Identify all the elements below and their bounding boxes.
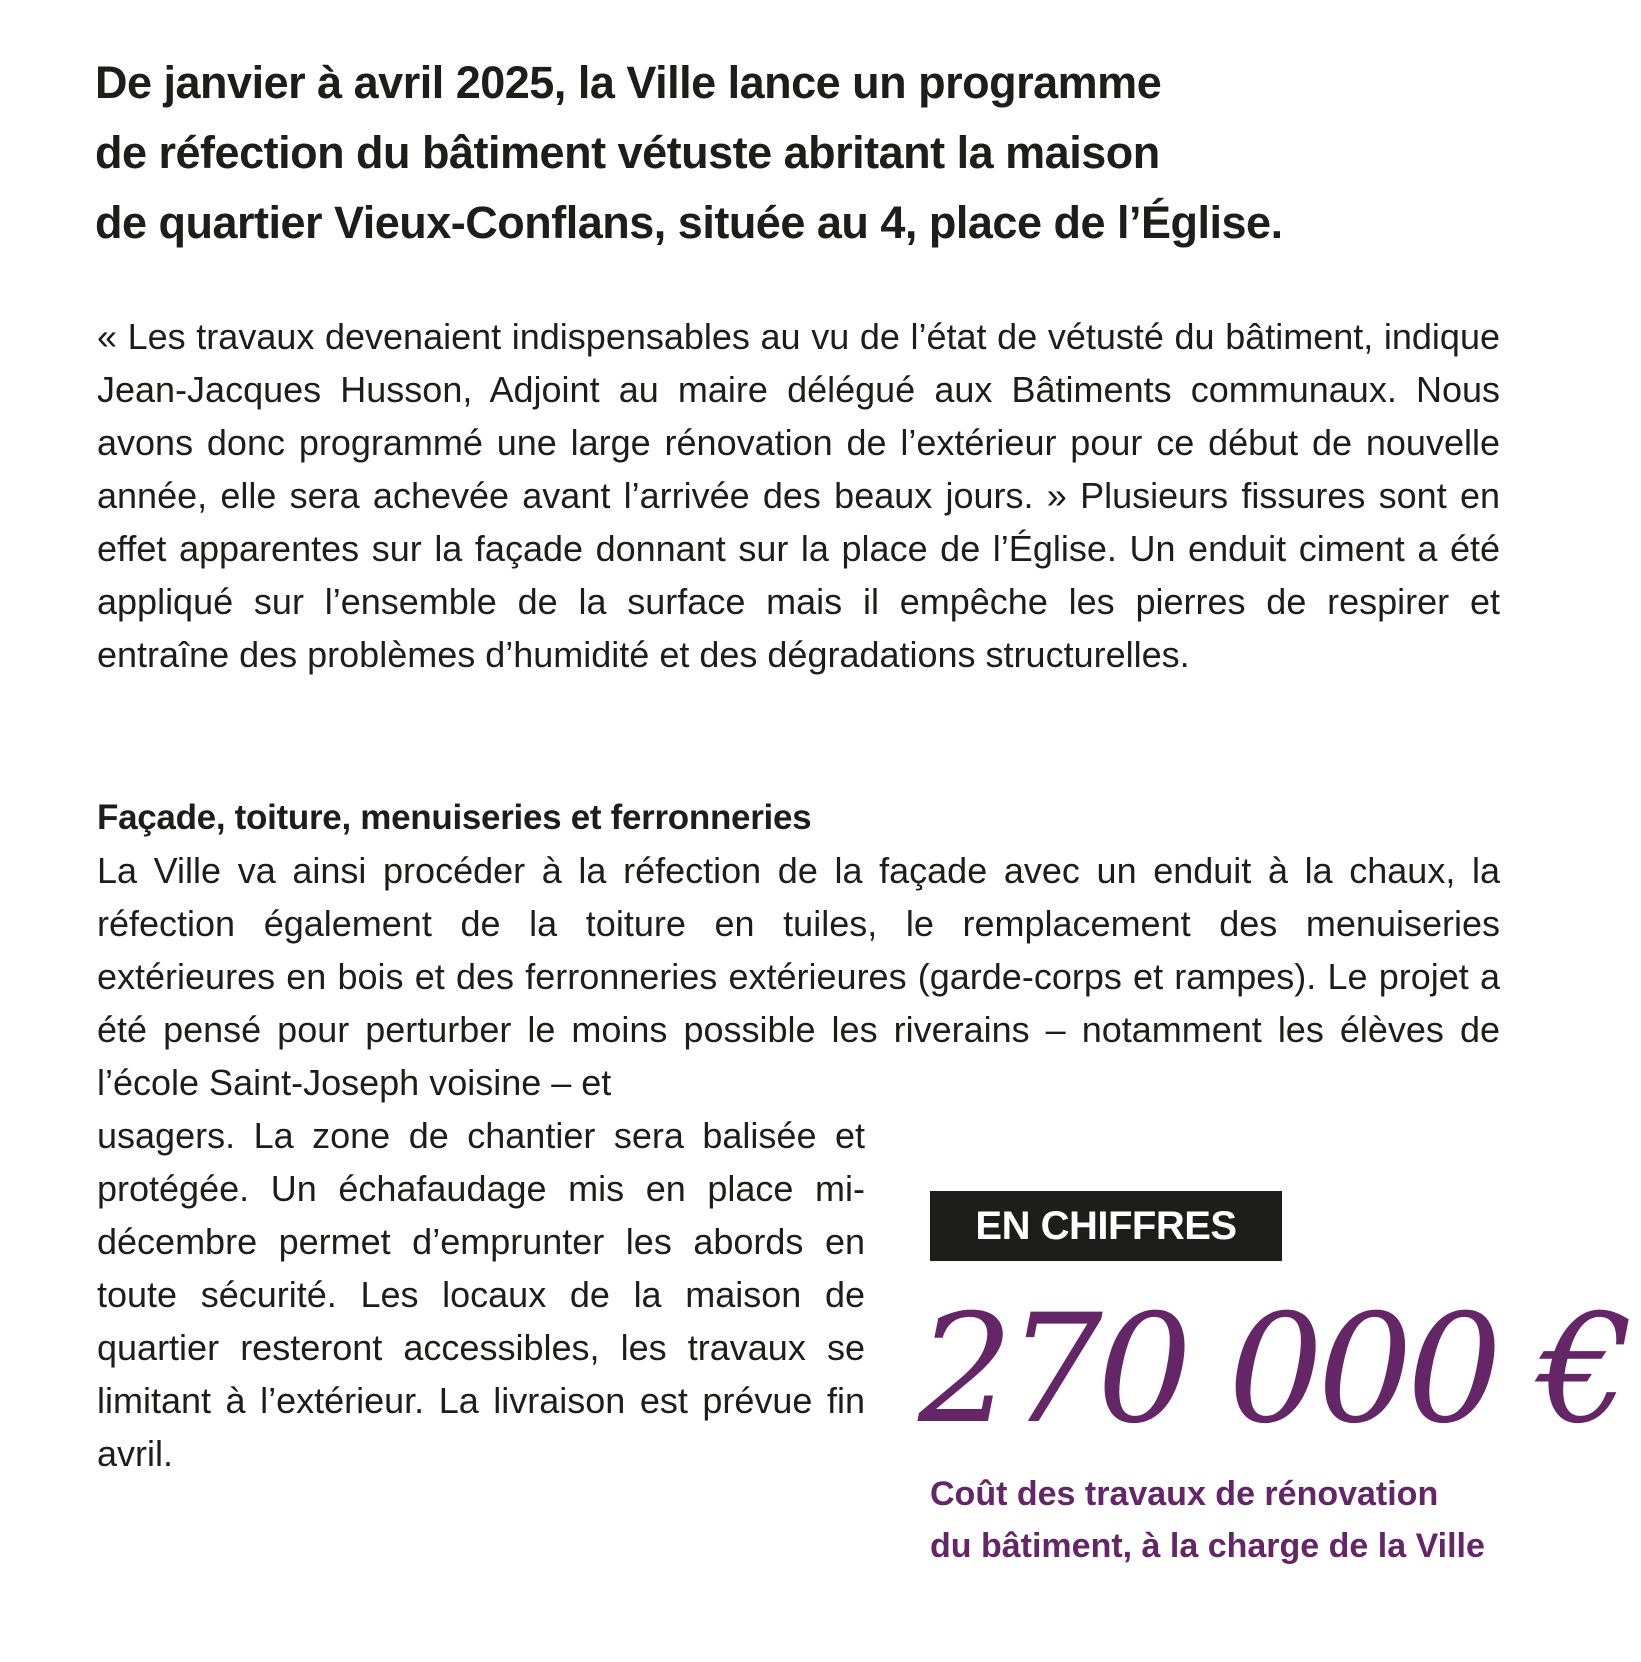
section-paragraph-part-2: usagers. La zone de chantier sera balisée et protégée. Un échafaudage mis en place mi-décembre permet d’emprunter les abords en toute sécurité. Les locaux de la maison de quartier resteront accessibles, les travaux se limitant à l’extérieur. La livraison est prévue fin avril. <box>97 1115 865 1474</box>
cost-amount: 270 000 € <box>918 1283 1628 1457</box>
lead-line-2: de réfection du bâtiment vétuste abritant la maison <box>95 127 1160 178</box>
cost-caption-line-1: Coût des travaux de rénovation <box>930 1475 1439 1513</box>
section-paragraph-part-1: La Ville va ainsi procéder à la réfection de la façade avec un enduit à la chaux, la réfection également de la toiture en tuiles, le remplacement des menuiseries extérieures en bois et des ferronneries extérieures (garde-corps et rampes). Le projet a été pensé pour perturber le moins possible les riverains – notamment les élèves de l’école Saint-Joseph voisine – et <box>97 850 1500 1103</box>
lead-line-3: de quartier Vieux-Conflans, située au 4, place de l’Église. <box>95 197 1283 248</box>
intro-paragraph: « Les travaux devenaient indispensables au vu de l’état de vétusté du bâtiment, indique Jean-Jacques Husson, Adjoint au maire délégué aux Bâtiments communaux. Nous avons donc programmé une large rénovation de l’extérieur pour ce début de nouvelle année, elle sera achevée avant l’arrivée des beaux jours. » Plusieurs fissures sont en effet apparentes sur la façade donnant sur la place de l’Église. Un enduit ciment a été appliqué sur l’ensemble de la surface mais il empêche les pierres de respirer et entraîne des problèmes d’humidité et des dégradations structurelles. <box>97 316 1500 675</box>
lead-line-1: De janvier à avril 2025, la Ville lance un programme <box>95 57 1162 108</box>
cost-caption-line-2: du bâtiment, à la charge de la Ville <box>930 1527 1485 1565</box>
en-chiffres-badge: EN CHIFFRES <box>930 1191 1282 1261</box>
section-heading: Façade, toiture, menuiseries et ferronneries <box>97 798 812 837</box>
cost-caption <box>930 1468 1570 1572</box>
lead-paragraph <box>95 48 1515 258</box>
